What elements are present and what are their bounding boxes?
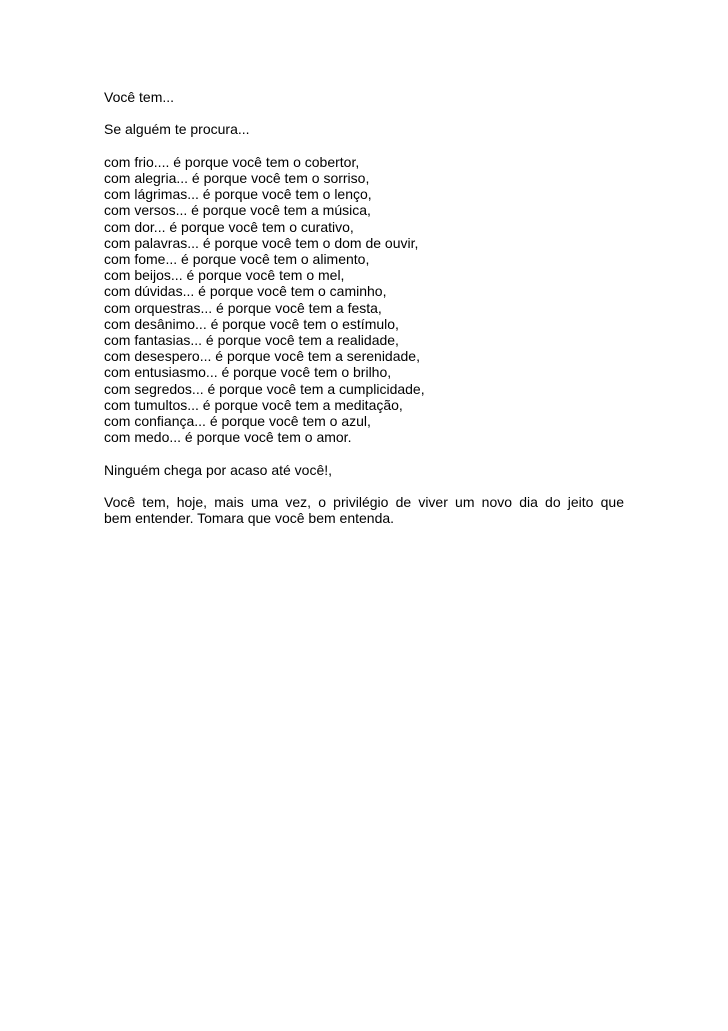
statement-line: Ninguém chega por acaso até você!, bbox=[104, 461, 333, 478]
poem-line: com confiança... é porque você tem o azul, bbox=[104, 413, 371, 430]
poem-line: com desespero... é porque você tem a serenidade, bbox=[104, 348, 420, 365]
closing-paragraph bbox=[104, 494, 624, 526]
document-body bbox=[104, 89, 624, 543]
closing-line: Você tem, hoje, mais uma vez, o privilégio de viver um novo dia do jeito que bbox=[104, 494, 624, 511]
poem-line: com frio.... é porque você tem o cobertor, bbox=[104, 153, 360, 170]
poem-line: com medo... é porque você tem o amor. bbox=[104, 429, 352, 446]
poem-line: com desânimo... é porque você tem o estímulo, bbox=[104, 315, 399, 332]
document-heading: Você tem... bbox=[104, 89, 175, 105]
poem-stanza bbox=[104, 154, 624, 446]
poem-line: com segredos... é porque você tem a cumplicidade, bbox=[104, 380, 425, 397]
poem-line: com orquestras... é porque você tem a festa, bbox=[104, 299, 382, 316]
intro-line: Se alguém te procura... bbox=[104, 121, 250, 138]
closing-line: bem entender. Tomara que você bem entenda. bbox=[104, 510, 395, 527]
poem-line: com entusiasmo... é porque você tem o brilho, bbox=[104, 364, 392, 381]
poem-line: com alegria... é porque você tem o sorriso, bbox=[104, 169, 370, 186]
poem-line: com fome... é porque você tem o alimento, bbox=[104, 251, 370, 267]
poem-line: com tumultos... é porque você tem a meditação, bbox=[104, 396, 403, 413]
poem-line: com lágrimas... é porque você tem o lenço, bbox=[104, 186, 372, 203]
poem-line: com dor... é porque você tem o curativo, bbox=[104, 218, 354, 235]
poem-line: com fantasias... é porque você tem a realidade, bbox=[104, 332, 399, 349]
poem-line: com palavras... é porque você tem o dom de ouvir, bbox=[104, 234, 419, 251]
poem-line: com dúvidas... é porque você tem o caminho, bbox=[104, 283, 387, 300]
poem-line: com beijos... é porque você tem o mel, bbox=[104, 267, 345, 284]
poem-line: com versos... é porque você tem a música, bbox=[104, 202, 371, 219]
